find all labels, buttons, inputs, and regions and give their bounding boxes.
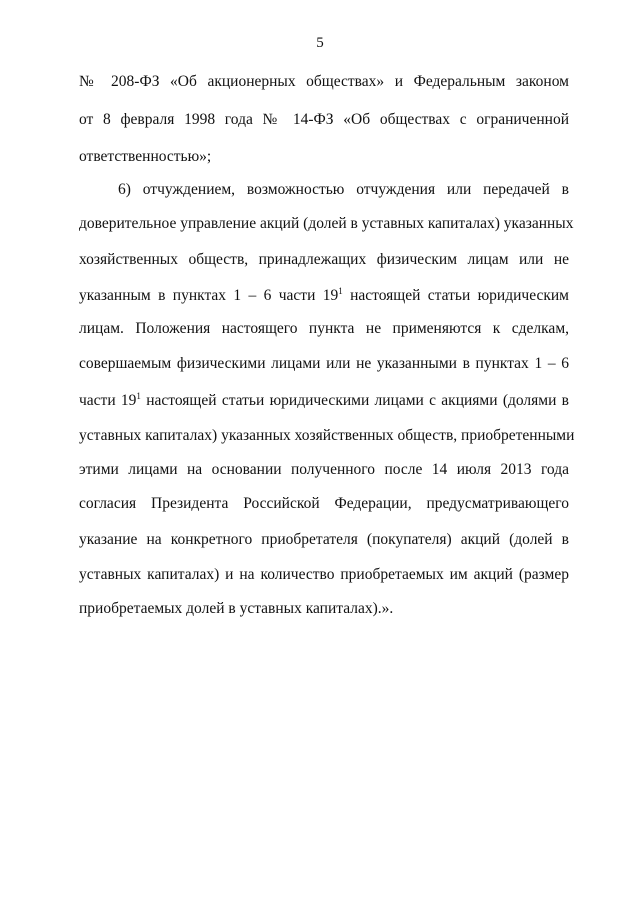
paragraph-line: совершаемым физическими лицами или не указанными в пунктах 1 – 6 xyxy=(79,355,569,372)
paragraph-line: доверительное управление акций (долей в уставных капиталах) указанных xyxy=(79,215,574,232)
line-text: настоящей статьи юридическими лицами с акциями (долями в xyxy=(140,392,569,409)
line-text: указанным в пунктах 1 – 6 части 19 xyxy=(79,287,339,304)
paragraph-line: уставных капиталах) указанных хозяйственных обществ, приобретенными xyxy=(79,427,575,444)
paragraph-line: лицам. Положения настоящего пункта не применяются к сделкам, xyxy=(79,320,569,337)
paragraph-line xyxy=(79,391,569,411)
line-text: настоящей статьи юридическим xyxy=(342,287,569,304)
paragraph-line: № 208-ФЗ «Об акционерных обществах» и Федеральным законом xyxy=(79,73,569,90)
paragraph-line: хозяйственных обществ, принадлежащих физическим лицам или не xyxy=(79,251,569,268)
paragraph-line: уставных капиталах) и на количество приобретаемых им акций (размер xyxy=(79,566,569,583)
paragraph-line: от 8 февраля 1998 года № 14-ФЗ «Об обществах с ограниченной xyxy=(79,111,569,128)
paragraph-line: согласия Президента Российской Федерации, предусматривающего xyxy=(79,495,569,512)
paragraph-line: ответственностью»; xyxy=(79,148,212,165)
page-number: 5 xyxy=(316,35,324,51)
paragraph-line: приобретаемых долей в уставных капиталах).». xyxy=(79,600,394,617)
superscript: 1 xyxy=(136,391,141,401)
line-text: части 19 xyxy=(79,392,137,409)
paragraph-line: 6) отчуждением, возможностью отчуждения или передачей в xyxy=(118,181,569,198)
paragraph-line xyxy=(79,286,569,306)
paragraph-line: этими лицами на основании полученного после 14 июля 2013 года xyxy=(79,461,569,478)
superscript: 1 xyxy=(338,286,343,296)
paragraph-line: указание на конкретного приобретателя (покупателя) акций (долей в xyxy=(79,531,569,548)
